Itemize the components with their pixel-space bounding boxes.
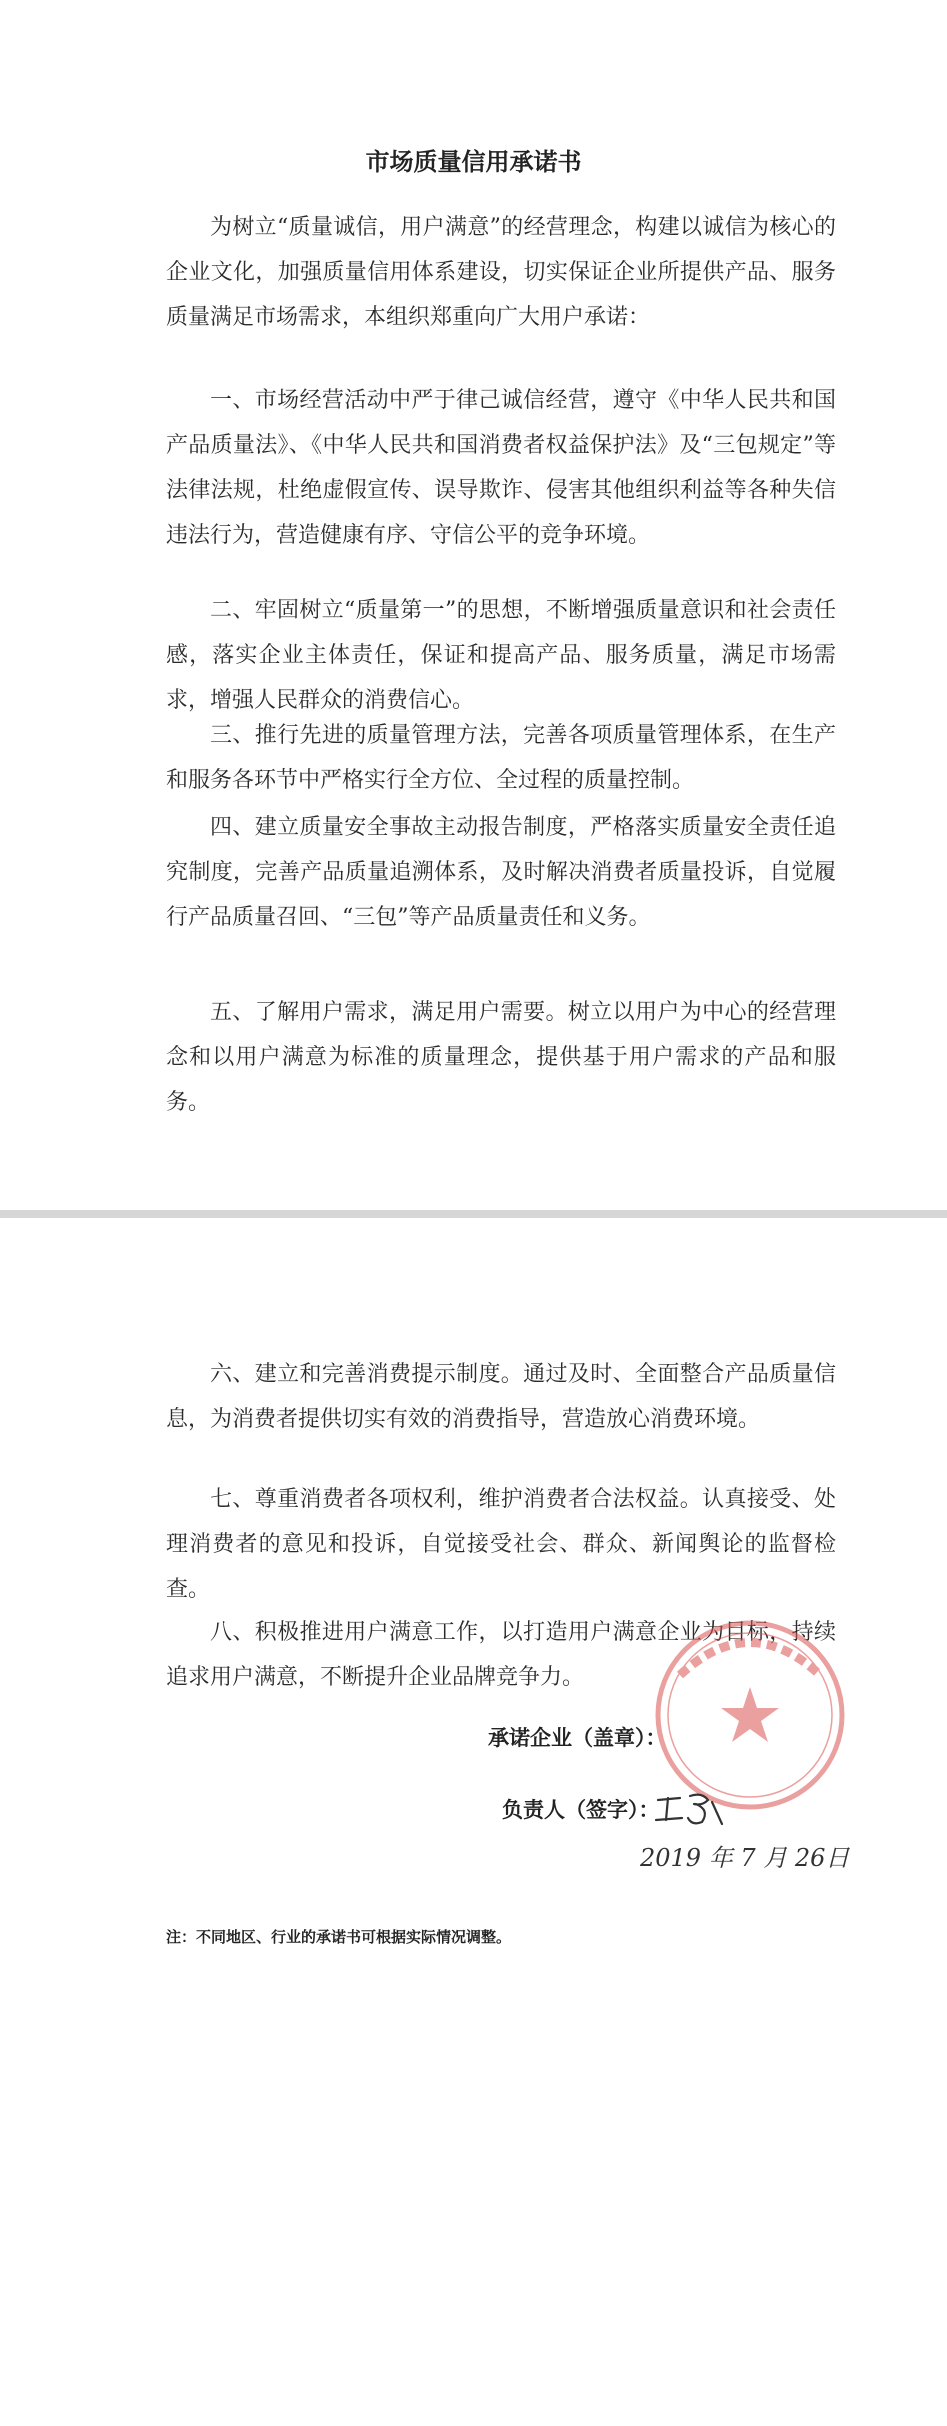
document-title: 市场质量信用承诺书 — [365, 148, 582, 176]
commitment-paragraph-6: 六、建立和完善消费提示制度。通过及时、全面整合产品质量信息，为消费者提供切实有效的消费指导，营造放心消费环境。 — [166, 1362, 836, 1432]
commitment-paragraph-7: 七、尊重消费者各项权利，维护消费者合法权益。认真接受、处理消费者的意见和投诉，自觉接受社会、群众、新闻舆论的监督检查。 — [166, 1487, 836, 1602]
footnote: 注：不同地区、行业的承诺书可根据实际情况调整。 — [166, 1928, 512, 1946]
company-label: 承诺企业（盖章）： — [488, 1725, 667, 1750]
commitment-paragraph-8: 八、积极推进用户满意工作，以打造用户满意企业为目标，持续追求用户满意，不断提升企业品牌竞争力。 — [166, 1620, 836, 1690]
person-label: 负责人（签字）： — [502, 1797, 660, 1822]
signing-date: 2019 年 7 月 26日 — [640, 1844, 850, 1872]
company-seal — [650, 1615, 850, 1815]
intro-paragraph: 为树立“质量诚信，用户满意”的经营理念，构建以诚信为核心的企业文化，加强质量信用体系建设，切实保证企业所提供产品、服务质量满足市场需求，本组织郑重向广大用户承诺： — [166, 215, 836, 330]
commitment-paragraph-3: 三、推行先进的质量管理方法，完善各项质量管理体系，在生产和服务各环节中严格实行全方位、全过程的质量控制。 — [166, 723, 836, 793]
handwritten-signature — [650, 1788, 730, 1830]
document-page-1 — [0, 0, 947, 1210]
commitment-paragraph-5: 五、了解用户需求，满足用户需要。树立以用户为中心的经营理念和以用户满意为标准的质量理念，提供基于用户需求的产品和服务。 — [166, 1000, 836, 1115]
commitment-paragraph-2: 二、牢固树立“质量第一”的思想，不断增强质量意识和社会责任感，落实企业主体责任，保证和提高产品、服务质量，满足市场需求，增强人民群众的消费信心。 — [166, 598, 836, 713]
page-separator — [0, 1210, 947, 1218]
commitment-paragraph-1: 一、市场经营活动中严于律己诚信经营，遵守《中华人民共和国产品质量法》、《中华人民共和国消费者权益保护法》及“三包规定”等法律法规，杜绝虚假宣传、误导欺诈、侵害其他组织利益等各种失信违法行为，营造健康有序、守信公平的竞争环境。 — [166, 388, 836, 548]
commitment-paragraph-4: 四、建立质量安全事故主动报告制度，严格落实质量安全责任追究制度，完善产品质量追溯体系，及时解决消费者质量投诉，自觉履行产品质量召回、“三包”等产品质量责任和义务。 — [166, 815, 836, 930]
